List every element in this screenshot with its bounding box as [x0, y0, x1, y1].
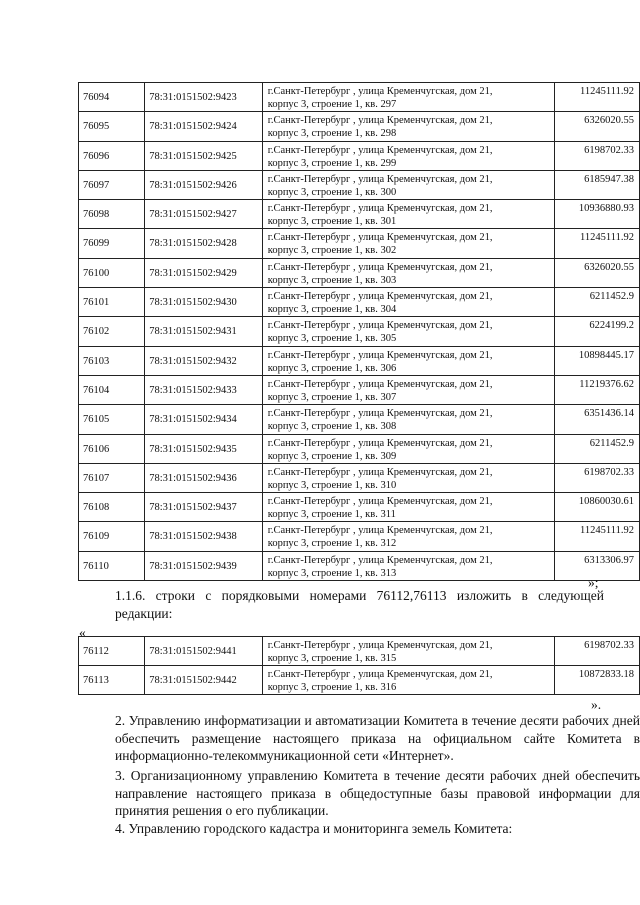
table-row — [79, 405, 640, 434]
cadastral-number-cell — [145, 317, 262, 346]
address-line-2: корпус 3, строение 1, кв. 312 — [267, 538, 397, 550]
address-cell — [262, 346, 555, 375]
address-line-2: корпус 3, строение 1, кв. 308 — [267, 421, 397, 433]
row-number: 76112 — [83, 646, 109, 657]
address-line-2: корпус 3, строение 1, кв. 307 — [267, 391, 397, 403]
cadastral-value: 10860030.61 — [578, 496, 634, 508]
address-cell — [262, 375, 555, 404]
row-number-cell — [79, 405, 145, 434]
address-cell — [262, 493, 555, 522]
cadastral-value-cell — [555, 170, 640, 199]
item-1-1-6-text — [79, 587, 604, 622]
row-number: 76096 — [83, 150, 110, 162]
address-line-1: г.Санкт-Петербург , улица Кременчугская, дом 21, — [267, 291, 493, 303]
address-line-1: г.Санкт-Петербург , улица Кременчугская, дом 21, — [267, 554, 493, 566]
table-row — [79, 229, 640, 258]
cadastral-number: 78:31:0151502:9439 — [149, 560, 237, 572]
cadastral-value: 11219376.62 — [579, 378, 634, 390]
row-number-cell — [79, 141, 145, 170]
address-line-1: г.Санкт-Петербург , улица Кременчугская, дом 21, — [267, 232, 493, 244]
row-number-cell — [79, 551, 145, 580]
address-line-1: г.Санкт-Петербург , улица Кременчугская, дом 21, — [267, 525, 493, 537]
cadastral-value: 10872833.18 — [578, 669, 634, 680]
cadastral-value-cell — [555, 317, 640, 346]
row-number: 76106 — [83, 443, 110, 455]
cadastral-value-cell — [555, 666, 640, 695]
cadastral-number: 78:31:0151502:9424 — [149, 121, 237, 133]
row-number: 76104 — [83, 384, 110, 396]
cadastral-value-cell — [555, 83, 640, 112]
address-line-1: г.Санкт-Петербург , улица Кременчугская, дом 21, — [267, 115, 493, 127]
cadastral-number-cell — [145, 83, 262, 112]
cadastral-number: 78:31:0151502:9437 — [149, 502, 237, 514]
row-number-cell — [79, 375, 145, 404]
cadastral-number-cell — [145, 170, 262, 199]
address-line-2: корпус 3, строение 1, кв. 298 — [267, 128, 397, 140]
address-cell — [262, 258, 555, 287]
row-number: 76107 — [83, 472, 110, 484]
address-line-2: корпус 3, строение 1, кв. 315 — [267, 653, 397, 664]
cadastral-value: 6198702.33 — [584, 466, 634, 478]
row-number-cell — [79, 463, 145, 492]
address-line-1: г.Санкт-Петербург , улица Кременчугская, дом 21, — [267, 320, 493, 332]
row-number-cell — [79, 258, 145, 287]
address-cell — [262, 141, 555, 170]
table-row — [79, 112, 640, 141]
table-row — [79, 666, 640, 695]
row-number: 76105 — [83, 414, 110, 426]
row-number: 76099 — [83, 238, 110, 250]
table-row — [79, 141, 640, 170]
address-cell — [262, 405, 555, 434]
cadastral-value: 6326020.55 — [584, 115, 634, 127]
row-number: 76095 — [83, 121, 110, 133]
table-row — [79, 83, 640, 112]
cadastral-number-cell — [145, 405, 262, 434]
cadastral-value: 6313306.97 — [584, 554, 634, 566]
cadastral-value-cell — [555, 463, 640, 492]
address-line-2: корпус 3, строение 1, кв. 304 — [267, 304, 397, 316]
table-row — [79, 317, 640, 346]
address-line-1: г.Санкт-Петербург , улица Кременчугская, дом 21, — [267, 144, 493, 156]
cadastral-value-cell — [555, 258, 640, 287]
records-table-second — [78, 636, 640, 695]
row-number-cell — [79, 170, 145, 199]
cadastral-number-cell — [145, 200, 262, 229]
cadastral-number-cell — [145, 288, 262, 317]
cadastral-number-cell — [145, 112, 262, 141]
cadastral-number-cell — [145, 551, 262, 580]
cadastral-value-cell — [555, 112, 640, 141]
cadastral-value-cell — [555, 229, 640, 258]
address-line-2: корпус 3, строение 1, кв. 311 — [267, 509, 396, 521]
address-line-2: корпус 3, строение 1, кв. 299 — [267, 157, 397, 169]
row-number: 76098 — [83, 209, 110, 221]
cadastral-number: 78:31:0151502:9435 — [149, 443, 237, 455]
cadastral-number-cell — [145, 258, 262, 287]
address-line-2: корпус 3, строение 1, кв. 306 — [267, 362, 397, 374]
cadastral-value: 6224199.2 — [589, 320, 634, 332]
cadastral-number: 78:31:0151502:9441 — [149, 646, 237, 657]
cadastral-value: 6211452.9 — [589, 437, 634, 449]
row-number: 76101 — [83, 297, 110, 309]
address-line-2: корпус 3, строение 1, кв. 309 — [267, 450, 397, 462]
cadastral-value-cell — [555, 375, 640, 404]
table-row — [79, 288, 640, 317]
cadastral-value: 10898445.17 — [578, 349, 634, 361]
row-number: 76097 — [83, 179, 110, 191]
cadastral-value: 6198702.33 — [584, 640, 634, 651]
cadastral-value: 6198702.33 — [584, 144, 634, 156]
row-number-cell — [79, 637, 145, 666]
address-line-2: корпус 3, строение 1, кв. 305 — [267, 333, 397, 345]
cadastral-number-cell — [145, 637, 262, 666]
row-number: 76108 — [83, 502, 110, 514]
address-cell — [262, 666, 555, 695]
address-line-1: г.Санкт-Петербург , улица Кременчугская, дом 21, — [267, 173, 493, 185]
address-cell — [262, 522, 555, 551]
cadastral-value: 6351436.14 — [584, 408, 634, 420]
row-number-cell — [79, 317, 145, 346]
address-line-1: г.Санкт-Петербург , улица Кременчугская, дом 21, — [267, 669, 493, 680]
cadastral-number-cell — [145, 493, 262, 522]
cadastral-value: 6326020.55 — [584, 261, 634, 273]
cadastral-number: 78:31:0151502:9425 — [149, 150, 237, 162]
address-line-2: корпус 3, строение 1, кв. 300 — [267, 186, 397, 198]
cadastral-value-cell — [555, 288, 640, 317]
address-line-2: корпус 3, строение 1, кв. 303 — [267, 274, 397, 286]
address-cell — [262, 112, 555, 141]
cadastral-number-cell — [145, 141, 262, 170]
row-number: 76094 — [83, 92, 110, 103]
cadastral-value-cell — [555, 522, 640, 551]
table-row — [79, 346, 640, 375]
cadastral-value-cell — [555, 346, 640, 375]
row-number: 76113 — [83, 675, 109, 686]
table-row — [79, 551, 640, 580]
cadastral-number-cell — [145, 463, 262, 492]
address-line-2: корпус 3, строение 1, кв. 313 — [267, 567, 397, 579]
cadastral-number: 78:31:0151502:9433 — [149, 384, 237, 396]
cadastral-number: 78:31:0151502:9442 — [149, 675, 237, 686]
address-line-2: корпус 3, строение 1, кв. 301 — [267, 216, 397, 228]
cadastral-value: 10936880.93 — [578, 203, 634, 215]
address-line-1: г.Санкт-Петербург , улица Кременчугская, дом 21, — [267, 496, 493, 508]
row-number-cell — [79, 200, 145, 229]
paragraph-2: 2. Управлению информатизации и автоматизации Комитета в течение десяти рабочих дней обеспечить размещение настоящего приказа на официальном сайте Комитета в информационно-телекоммуникационной сети «Интернет». — [115, 713, 640, 763]
row-number-cell — [79, 112, 145, 141]
row-number-cell — [79, 434, 145, 463]
paragraph-3: 3. Организационному управлению Комитета в течение десяти рабочих дней обеспечить направление настоящего приказа в общедоступные базы правовой информации для принятия решения о его публикации. — [115, 768, 640, 818]
cadastral-value-cell — [555, 434, 640, 463]
address-cell — [262, 170, 555, 199]
address-cell — [262, 637, 555, 666]
cadastral-value-cell — [555, 141, 640, 170]
cadastral-number: 78:31:0151502:9430 — [149, 297, 237, 309]
row-number-cell — [79, 522, 145, 551]
cadastral-number: 78:31:0151502:9438 — [149, 531, 237, 543]
address-line-1: г.Санкт-Петербург , улица Кременчугская, дом 21, — [267, 378, 493, 390]
row-number-cell — [79, 288, 145, 317]
cadastral-number: 78:31:0151502:9436 — [149, 472, 237, 484]
cadastral-number: 78:31:0151502:9428 — [149, 238, 237, 250]
cadastral-number-cell — [145, 522, 262, 551]
records-table-main — [78, 82, 640, 581]
row-number: 76103 — [83, 355, 110, 367]
address-line-1: г.Санкт-Петербург , улица Кременчугская, дом 21, — [267, 86, 493, 97]
opening-quote: « — [79, 625, 86, 640]
row-number-cell — [79, 666, 145, 695]
row-number: 76102 — [83, 326, 110, 338]
address-line-2: корпус 3, строение 1, кв. 316 — [267, 682, 397, 693]
address-line-2: корпус 3, строение 1, кв. 310 — [267, 479, 397, 491]
row-number-cell — [79, 229, 145, 258]
address-line-1: г.Санкт-Петербург , улица Кременчугская, дом 21, — [267, 349, 493, 361]
cadastral-value: 11245111.92 — [580, 525, 634, 537]
address-cell — [262, 317, 555, 346]
table-row — [79, 434, 640, 463]
address-cell — [262, 83, 555, 112]
cadastral-number-cell — [145, 346, 262, 375]
item-1-1-6-body: 1.1.6. строки с порядковыми номерами 76112,76113 изложить в следующей редакции: — [115, 588, 604, 621]
table-row — [79, 170, 640, 199]
row-number-cell — [79, 346, 145, 375]
address-cell — [262, 463, 555, 492]
address-line-1: г.Санкт-Петербург , улица Кременчугская, дом 21, — [267, 261, 493, 273]
address-cell — [262, 434, 555, 463]
cadastral-number: 78:31:0151502:9429 — [149, 267, 237, 279]
cadastral-value-cell — [555, 637, 640, 666]
table-row — [79, 258, 640, 287]
cadastral-value: 6185947.38 — [584, 173, 634, 185]
table-row — [79, 200, 640, 229]
table-row — [79, 375, 640, 404]
closing-quote-2: ». — [591, 697, 602, 712]
table-row — [79, 463, 640, 492]
cadastral-number-cell — [145, 375, 262, 404]
table-row — [79, 522, 640, 551]
address-line-2: корпус 3, строение 1, кв. 297 — [267, 99, 397, 110]
cadastral-value: 11245111.92 — [580, 86, 634, 97]
closing-quote: »; — [588, 575, 599, 590]
cadastral-value: 6211452.9 — [589, 291, 634, 303]
row-number-cell — [79, 493, 145, 522]
row-number: 76100 — [83, 267, 110, 279]
cadastral-number-cell — [145, 229, 262, 258]
cadastral-number-cell — [145, 434, 262, 463]
address-line-1: г.Санкт-Петербург , улица Кременчугская, дом 21, — [267, 437, 493, 449]
cadastral-value: 11245111.92 — [580, 232, 634, 244]
address-line-2: корпус 3, строение 1, кв. 302 — [267, 245, 397, 257]
cadastral-number: 78:31:0151502:9434 — [149, 414, 237, 426]
row-number-cell — [79, 83, 145, 112]
cadastral-value-cell — [555, 493, 640, 522]
address-line-1: г.Санкт-Петербург , улица Кременчугская, дом 21, — [267, 466, 493, 478]
cadastral-number: 78:31:0151502:9423 — [149, 92, 237, 103]
address-cell — [262, 288, 555, 317]
row-number: 76110 — [83, 560, 109, 572]
cadastral-number: 78:31:0151502:9432 — [149, 355, 237, 367]
address-cell — [262, 229, 555, 258]
address-line-1: г.Санкт-Петербург , улица Кременчугская, дом 21, — [267, 640, 493, 651]
cadastral-value-cell — [555, 405, 640, 434]
paragraph-4: 4. Управлению городского кадастра и мониторинга земель Комитета: — [115, 821, 513, 836]
cadastral-number: 78:31:0151502:9426 — [149, 179, 237, 191]
cadastral-number: 78:31:0151502:9427 — [149, 209, 237, 221]
row-number: 76109 — [83, 531, 110, 543]
table-row — [79, 493, 640, 522]
address-cell — [262, 551, 555, 580]
cadastral-number-cell — [145, 666, 262, 695]
address-line-1: г.Санкт-Петербург , улица Кременчугская, дом 21, — [267, 203, 493, 215]
address-cell — [262, 200, 555, 229]
table-row — [79, 637, 640, 666]
cadastral-value-cell — [555, 200, 640, 229]
cadastral-number: 78:31:0151502:9431 — [149, 326, 237, 338]
address-line-1: г.Санкт-Петербург , улица Кременчугская, дом 21, — [267, 408, 493, 420]
